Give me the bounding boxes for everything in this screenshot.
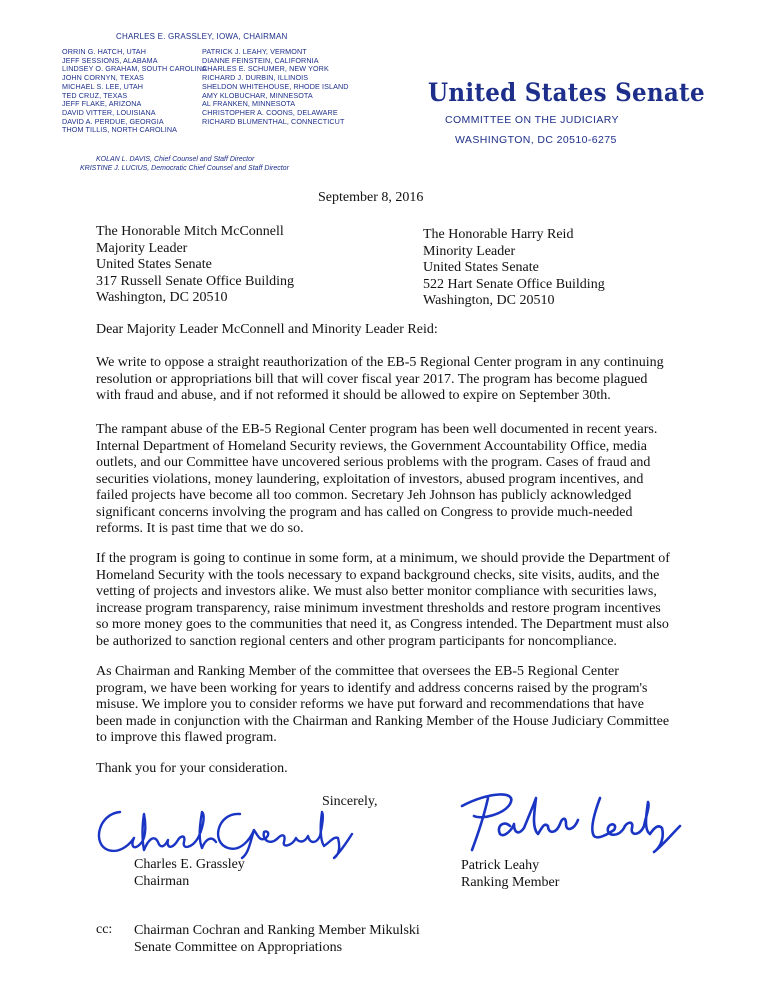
signer-leahy-title: Ranking Member [461,875,560,890]
cc-line-1: Chairman Cochran and Ranking Member Mikulski [134,923,420,938]
letterhead-members-left-line: TED CRUZ, TEXAS [62,90,128,100]
paragraph-4: As Chairman and Ranking Member of the committee that oversees the EB-5 Regional Center program, we have been working for years to identify and address concerns raised by the program's misuse. We implore you to consider reforms we have put forward and recommendations that have been made in conjunction with the Chairman and Ranking Member of the House Judiciary Committee to improve this flawed program. [96,664,670,745]
recipient-reid-line: The Honorable Harry Reid [423,227,574,242]
letterhead-chairman: CHARLES E. GRASSLEY, IOWA, CHAIRMAN [116,32,288,41]
letterhead-members-right-line: CHARLES E. SCHUMER, NEW YORK [202,64,329,74]
recipient-reid-line: Washington, DC 20510 [423,293,555,308]
recipient-mcconnell-line: Washington, DC 20510 [96,290,228,305]
letterhead-address: WASHINGTON, DC 20510-6275 [455,134,617,146]
cc-label: cc: [96,922,113,937]
letterhead-members-left-line: JOHN CORNYN, TEXAS [62,73,144,83]
paragraph-2: The rampant abuse of the EB-5 Regional Center program has been well documented in recent years. Internal Department of Homeland Security reviews, the Government Accountability Office, media outlets, and our Committee have uncovered serious problems with the program. Cases of fraud and securities violations, money laundering, exploitation of investors, abused program incentives, and failed projects have become all too common. Secretary Jeh Johnson has publicly acknowledged significant concerns involving the program and has called on Congress to provide much-needed reforms. It is past time that we do so. [96,422,658,536]
leahy-signature [448,786,688,856]
recipient-mcconnell-line: The Honorable Mitch McConnell [96,224,284,239]
signer-leahy-name: Patrick Leahy [461,858,540,873]
letterhead-members-left-line: DAVID VITTER, LOUISIANA [62,107,156,117]
letterhead-members-right [202,48,349,126]
recipient-reid-line: 522 Hart Senate Office Building [423,276,605,292]
signer-leahy [461,857,559,891]
recipient-mcconnell [96,224,294,307]
letterhead-members-right-line: RICHARD J. DURBIN, ILLINOIS [202,73,309,83]
letterhead-members-right-line: SHELDON WHITEHOUSE, RHODE ISLAND [202,81,349,91]
letterhead-members-right-line: AL FRANKEN, MINNESOTA [202,99,296,109]
paragraph-3: If the program is going to continue in some form, at a minimum, we should provide the Department of Homeland Security with the tools necessary to expand background checks, site visits, audits, and the vetting of projects and investors alike. We must also better monitor compliance with securities laws, increase program transparency, raise minimum investment thresholds and restore program incentives so more money goes to the communities that need it, as Congress intended. The Department must also be authorized to sanction regional centers and other program participants for noncompliance. [96,551,670,649]
recipient-mcconnell-line: 317 Russell Senate Office Building [96,273,295,289]
recipient-mcconnell-line: Majority Leader [96,240,188,256]
thanks-line: Thank you for your consideration. [96,761,288,776]
letterhead-senate-title: United States Senate [428,78,705,107]
letterhead-committee: COMMITTEE ON THE JUDICIARY [445,114,619,126]
letterhead-members-left-line: JEFF FLAKE, ARIZONA [62,99,142,109]
letterhead-members-right-line: DIANNE FEINSTEIN, CALIFORNIA [202,55,319,65]
letterhead-members-right-line: PATRICK J. LEAHY, VERMONT [202,47,307,56]
signer-grassley-name: Charles E. Grassley [134,857,245,872]
letterhead-members-right-line: CHRISTOPHER A. COONS, DELAWARE [202,107,338,117]
recipient-reid-line: Minority Leader [423,243,516,259]
letterhead-members-left-line: ORRIN G. HATCH, UTAH [62,47,146,56]
letterhead-members-right-line: RICHARD BLUMENTHAL, CONNECTICUT [202,116,345,126]
letterhead-members-left-line: THOM TILLIS, NORTH CAROLINA [62,125,178,135]
closing: Sincerely, [322,794,378,809]
recipient-reid [423,227,605,310]
signer-grassley [134,856,245,890]
letterhead-members-left-line: DAVID A. PERDUE, GEORGIA [62,116,164,126]
letterhead-chief-counsel: KOLAN L. DAVIS, Chief Counsel and Staff Director [96,156,255,163]
salutation: Dear Majority Leader McConnell and Minority Leader Reid: [96,322,438,337]
signer-grassley-title: Chairman [134,874,190,889]
recipient-reid-line: United States Senate [423,260,539,275]
letter-date: September 8, 2016 [318,190,424,205]
letterhead-members-left-line: MICHAEL S. LEE, UTAH [62,81,144,91]
grassley-signature [90,800,360,860]
letterhead-democratic-counsel: KRISTINE J. LUCIUS, Democratic Chief Counsel and Staff Director [80,165,289,172]
letterhead-members-left [62,48,207,135]
letterhead-members-right-line: AMY KLOBUCHAR, MINNESOTA [202,90,313,100]
cc-line-2: Senate Committee on Appropriations [134,940,343,955]
cc-recipients [134,922,420,956]
recipient-mcconnell-line: United States Senate [96,257,212,272]
letterhead-members-left-line: LINDSEY O. GRAHAM, SOUTH CAROLINA [62,64,207,74]
paragraph-1: We write to oppose a straight reauthorization of the EB-5 Regional Center program in any continuing resolution or appropriations bill that will cover fiscal year 2017. The program has become plagued with fraud and abuse, and if not reformed it should be allowed to expire on September 30th. [96,355,664,403]
letterhead-members-left-line: JEFF SESSIONS, ALABAMA [62,55,158,65]
